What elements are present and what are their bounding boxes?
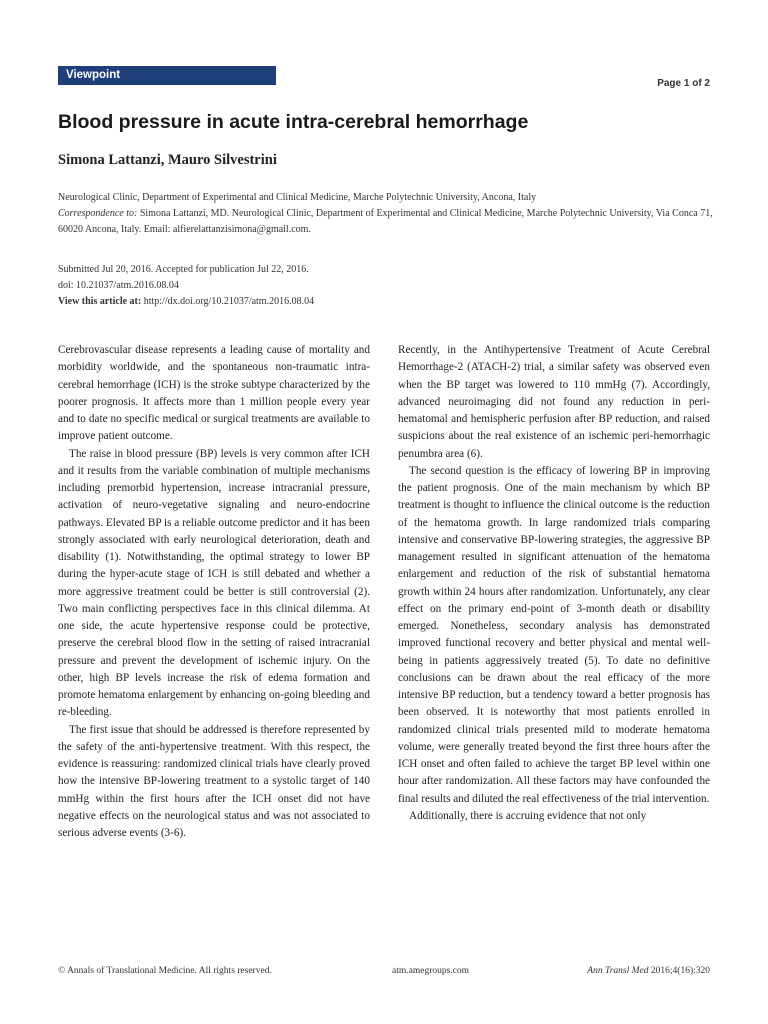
- affiliation-block: [58, 190, 714, 238]
- journal-abbreviation: Ann Transl Med: [587, 966, 649, 976]
- body-column-left: [58, 342, 370, 842]
- article-metadata: [58, 262, 714, 310]
- journal-website[interactable]: atm.amegroups.com: [392, 966, 470, 976]
- paragraph: Cerebrovascular disease represents a leading cause of mortality and morbidity worldwide, and the spontaneous non-traumatic intra-cerebral hemorrhage (ICH) is the stroke subtype characterized by the poorer prognosis. It affects more than 1 million people every year and to date no specific medical or surgical treatments are available to improve patient outcome.: [58, 344, 370, 443]
- paragraph: The raise in blood pressure (BP) levels is very common after ICH and it results from the variable combination of multiple mechanisms including premorbid hypertension, increase intracranial pressure, activation of neuro-vegetative signaling and neuro-endocrine pathways. Elevated BP is a reliable outcome predictor and it has been strongly associated with early neurological deterioration, death and disability (1). Notwithstanding, the optimal strategy to lower BP during the hyper-acute stage of ICH is still debated and whether a more aggressive treatment could be better is still controversial (2). Two main conflicting perspectives face in this clinical dilemma. At one side, the acute hypertensive response could be protective, preserve the cerebral blood flow in the setting of raised intracranial pressure and prevent the development of ischemic injury. On the other, high BP levels increase the risk of edema formation and promote hematoma enlargement by enhancing on-going bleeding and re-bleeding.: [58, 447, 370, 719]
- correspondence-label: Correspondence to:: [58, 208, 138, 219]
- journal-citation: [587, 966, 710, 976]
- section-badge: Viewpoint: [58, 66, 276, 85]
- paragraph: The first issue that should be addressed is therefore represented by the safety of the anti-hypertensive treatment. With this respect, the evidence is reassuring: randomized clinical trials have clearly proved how the intensive BP-lowering treatment to a systolic target of 140 mmHg within the first hours after the ICH onset did not have negative effects on the neurological status and was not associated to serious adverse events (3-6).: [58, 723, 370, 839]
- paragraph: Additionally, there is accruing evidence that not only: [409, 809, 647, 822]
- page-number: Page 1 of 2: [657, 78, 710, 89]
- submission-dates: Submitted Jul 20, 2016. Accepted for publication Jul 22, 2016.: [58, 264, 309, 275]
- view-article-label: View this article at:: [58, 296, 142, 307]
- copyright-notice: © Annals of Translational Medicine. All rights reserved.: [58, 966, 272, 976]
- page-footer: [58, 966, 710, 980]
- view-article-link[interactable]: http://dx.doi.org/10.21037/atm.2016.08.04: [143, 296, 315, 307]
- author-list: Simona Lattanzi, Mauro Silvestrini: [58, 152, 277, 168]
- citation-volume: 2016;4(16):320: [650, 966, 710, 976]
- paragraph: The second question is the efficacy of lowering BP in improving the patient prognosis. One of the main mechanism by which BP treatment is thought to influence the clinical outcome is the reduction of the hematoma growth. In large randomized trials comparing intensive and conservative BP-lowering strategies, the aggressive BP management resulted in significant attenuation of the hematoma enlargement and reduction of the risk of substantial hematoma growth within 24 hours after randomization. Unfortunately, any clear effect on the primary end-point of 3-month death or disability emerged. Nonetheless, secondary analysis has demonstrated improved functional recovery and better physical and mental well-being in patients aggressively treated (5). To date no definitive conclusions can be drawn about the real efficacy of the more intensive BP reduction, but a tendency toward a better prognosis has been observed. It is noteworthy that most patients enrolled in randomized clinical trials presented mild to moderate hematoma volume, were generally treated beyond the first three hours after the ICH onset and often failed to achieve the target BP level within one hour after randomization. All these factors may have confounded the final results and diluted the real effectiveness of the trial intervention.: [398, 464, 710, 805]
- paragraph: Recently, in the Antihypertensive Treatment of Acute Cerebral Hemorrhage-2 (ATACH-2) trial, a similar safety was observed even when the BP target was lowered to 110 mmHg (7). Accordingly, advanced neuroimaging did not found any reduction in peri-hematomal and hemispheric perfusion after BP reduction, and raised suspicions about the real existence of an ischemic peri-hemorrhagic penumbra area (6).: [398, 344, 710, 460]
- correspondence-text: Simona Lattanzi, MD. Neurological Clinic, Department of Experimental and Clinical Medicine, Marche Polytechnic University, Via Conca 71, 60020 Ancona, Italy. Email: alfierelattanzisimona@gmail.com.: [58, 208, 713, 235]
- affiliation: Neurological Clinic, Department of Experimental and Clinical Medicine, Marche Polytechnic University, Ancona, Italy: [58, 192, 537, 203]
- article-title: Blood pressure in acute intra-cerebral hemorrhage: [58, 111, 529, 133]
- doi: doi: 10.21037/atm.2016.08.04: [58, 280, 179, 291]
- correspondence: [58, 206, 714, 238]
- body-column-right: [398, 342, 710, 825]
- view-article-line: [58, 294, 714, 310]
